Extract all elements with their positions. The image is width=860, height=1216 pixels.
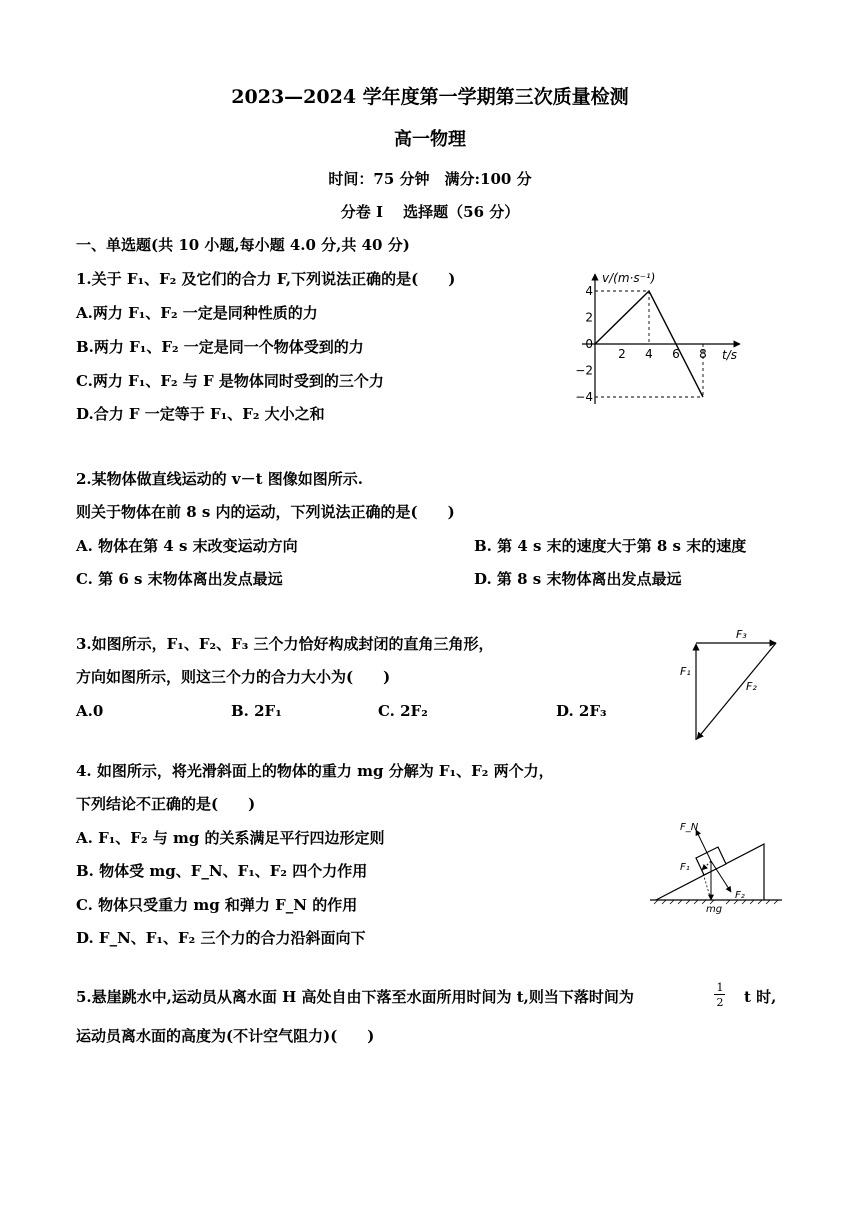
q4-option-b: B. 物体受 mg、F_N、F₁、F₂ 四个力作用 [76, 862, 368, 880]
y-tick-label: −2 [575, 363, 593, 378]
y-tick-label: 4 [585, 284, 593, 298]
q1-option-c: C.两力 F₁、F₂ 与 F 是物体同时受到的三个力 [76, 372, 384, 390]
y-axis-label: v/(m·s⁻¹) [602, 271, 656, 285]
q3-stem-line1: 3.如图所示，F₁、F₂、F₃ 三个力恰好构成封闭的直角三角形， [76, 635, 494, 653]
q5-frac-num: 1 [716, 981, 724, 994]
q5-frac-bar [714, 994, 725, 995]
part1-heading: 一、单选题(共 10 小题,每小题 4.0 分,共 40 分) [76, 236, 410, 254]
page-title: 2023—2024 学年度第一学期第三次质量检测 [231, 86, 629, 108]
q4-option-d: D. F_N、F₁、F₂ 三个力的合力沿斜面向下 [76, 929, 366, 947]
q3-option-d: D. 2F₃ [556, 702, 607, 720]
q2-stem-line2: 则关于物体在前 8 s 内的运动，下列说法正确的是( ) [76, 503, 455, 521]
f3-label: F₃ [736, 628, 747, 641]
q2-option-c: C. 第 6 s 末物体离出发点最远 [76, 570, 283, 588]
q5-stem-part2: t 时, [744, 988, 777, 1006]
f2-arrow [697, 643, 776, 739]
q4-option-a: A. F₁、F₂ 与 mg 的关系满足平行四边形定则 [76, 829, 385, 847]
x-tick-label: 4 [645, 347, 653, 361]
q5-stem-part1: 5.悬崖跳水中,运动员从离水面 H 高处自由下落至水面所用时间为 t,则当下落时间为 [76, 988, 634, 1006]
q5-frac-den: 2 [716, 996, 724, 1009]
f2-label: F₂ [735, 890, 745, 901]
time-info: 时间：75 分钟 满分:100 分 [328, 170, 532, 188]
q5-stem-line2: 运动员离水面的高度为(不计空气阻力)( ) [76, 1027, 375, 1045]
incline-figure [646, 812, 786, 918]
subject-title: 高一物理 [394, 129, 466, 150]
f2-label: F₂ [746, 680, 757, 693]
x-tick-label: 8 [699, 347, 707, 361]
q3-stem-line2: 方向如图所示，则这三个力的合力大小为( ) [76, 668, 391, 686]
x-tick-label: 2 [618, 347, 626, 361]
f1-label: F₁ [680, 665, 691, 678]
q4-option-c: C. 物体只受重力 mg 和弹力 F_N 的作用 [76, 896, 358, 914]
q1-option-d: D.合力 F 一定等于 F₁、F₂ 大小之和 [76, 405, 325, 423]
q2-option-a: A. 物体在第 4 s 末改变运动方向 [76, 537, 298, 555]
y-tick-label: −4 [575, 390, 593, 404]
q4-stem-line1: 4. 如图所示，将光滑斜面上的物体的重力 mg 分解为 F₁、F₂ 两个力， [76, 762, 554, 780]
force-triangle-figure [670, 624, 790, 748]
q1-option-b: B.两力 F₁、F₂ 一定是同一个物体受到的力 [76, 338, 364, 356]
q4-stem-line2: 下列结论不正确的是( ) [76, 795, 256, 813]
f1-label: F₁ [680, 862, 690, 873]
q2-option-d: D. 第 8 s 末物体离出发点最远 [474, 570, 682, 588]
q1-option-a: A.两力 F₁、F₂ 一定是同种性质的力 [76, 304, 318, 322]
q3-option-c: C. 2F₂ [378, 702, 428, 720]
section-title: 分卷 I 选择题（56 分） [340, 203, 520, 221]
mg-label: mg [706, 904, 723, 915]
dashed-helper [702, 870, 711, 900]
q2-stem-line1: 2.某物体做直线运动的 v－t 图像如图所示. [76, 470, 363, 488]
q1-stem: 1.关于 F₁、F₂ 及它们的合力 F,下列说法正确的是( ) [76, 270, 456, 288]
x-axis-label: t/s [722, 348, 737, 362]
q3-option-a: A.0 [76, 702, 104, 720]
y-tick-label: 2 [585, 310, 593, 325]
y-tick-label: 0 [585, 337, 593, 351]
vt-graph [560, 262, 760, 412]
x-tick-label: 6 [672, 347, 680, 361]
fn-label: F_N [680, 822, 699, 833]
q3-option-b: B. 2F₁ [231, 702, 282, 720]
q2-option-b: B. 第 4 s 末的速度大于第 8 s 末的速度 [474, 537, 747, 555]
